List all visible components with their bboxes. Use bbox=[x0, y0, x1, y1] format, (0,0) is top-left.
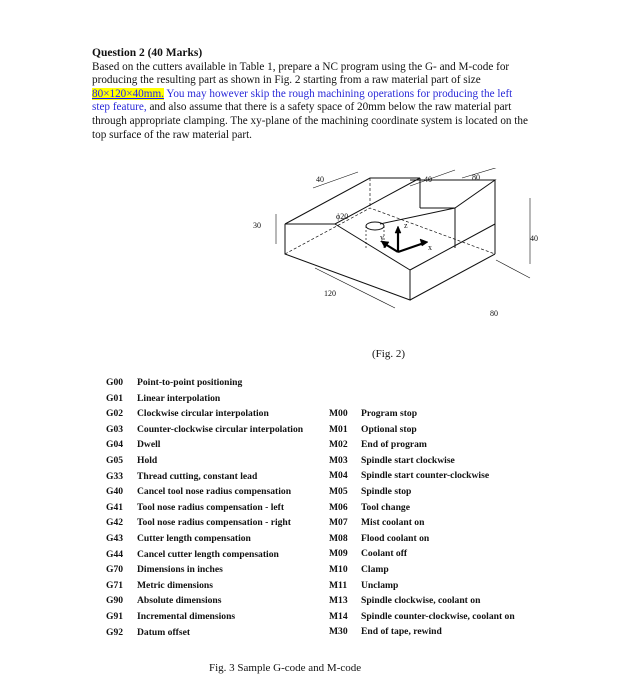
bottom-right-edge bbox=[410, 254, 495, 300]
dim-right-height: 40 bbox=[530, 234, 538, 243]
question-title: Question 2 (40 Marks) bbox=[92, 47, 203, 59]
g-code-row bbox=[106, 453, 303, 469]
code-description: Clockwise circular interpolation bbox=[137, 408, 269, 420]
question-body bbox=[92, 61, 532, 143]
m-code-row bbox=[329, 609, 515, 625]
g-code-row bbox=[106, 593, 303, 609]
question-block bbox=[92, 47, 532, 142]
m-code-list bbox=[329, 406, 515, 640]
code: M09 bbox=[329, 548, 348, 560]
code: G90 bbox=[106, 595, 124, 607]
m-code-row bbox=[329, 406, 515, 422]
m-code-row bbox=[329, 437, 515, 453]
code-description: Tool nose radius compensation - left bbox=[137, 501, 285, 513]
dim-top-mid: 40 bbox=[424, 175, 432, 184]
dim-hole: ϕ20 bbox=[336, 212, 349, 221]
axis-x-label: x bbox=[428, 243, 432, 252]
code-description: Point-to-point positioning bbox=[137, 377, 243, 388]
g-code-row bbox=[106, 547, 303, 563]
code-description: Program stop bbox=[361, 408, 418, 419]
code-description: Spindle start clockwise bbox=[361, 454, 455, 466]
code: M10 bbox=[329, 563, 348, 575]
code-description: Tool change bbox=[361, 501, 410, 513]
code: M13 bbox=[329, 595, 348, 607]
g-code-row bbox=[106, 391, 303, 407]
code-description: Mist coolant on bbox=[361, 517, 425, 529]
m-code-row bbox=[329, 484, 515, 500]
code: G40 bbox=[106, 486, 124, 498]
code: M03 bbox=[329, 454, 348, 466]
code-description: Linear interpolation bbox=[137, 392, 221, 404]
g-code-row bbox=[106, 406, 303, 422]
code-description: Absolute dimensions bbox=[137, 595, 222, 607]
code-description: Unclamp bbox=[361, 579, 399, 591]
code: G91 bbox=[106, 610, 124, 622]
g-code-list bbox=[106, 375, 303, 640]
code-description: Dimensions in inches bbox=[137, 564, 223, 576]
axis-z-label: z bbox=[404, 221, 408, 230]
code-description: Clamp bbox=[361, 563, 389, 575]
m-code-row bbox=[329, 531, 515, 547]
code: M04 bbox=[329, 470, 348, 482]
code-description: Datum offset bbox=[137, 626, 191, 638]
code: G00 bbox=[106, 377, 124, 388]
code: M14 bbox=[329, 610, 348, 622]
g-code-row bbox=[106, 515, 303, 531]
code-description: Thread cutting, constant lead bbox=[137, 470, 258, 482]
code: M01 bbox=[329, 423, 348, 435]
code-description: Counter-clockwise circular interpolation bbox=[137, 423, 304, 435]
raw-size-highlight: 80×120×40mm. bbox=[92, 87, 164, 100]
code: M02 bbox=[329, 439, 348, 451]
m-code-row bbox=[329, 468, 515, 484]
code-description: Cancel tool nose radius compensation bbox=[137, 486, 292, 498]
upper-step-edges bbox=[370, 178, 495, 208]
code: M30 bbox=[329, 626, 348, 638]
m-code-row bbox=[329, 500, 515, 516]
dim-depth: 80 bbox=[490, 309, 498, 318]
hole bbox=[366, 222, 384, 230]
code: G03 bbox=[106, 423, 124, 435]
g-code-row bbox=[106, 469, 303, 485]
dim-top-right: 80 bbox=[472, 173, 480, 182]
code: G02 bbox=[106, 408, 124, 420]
code: G43 bbox=[106, 532, 124, 544]
code: M07 bbox=[329, 517, 348, 529]
m-code-row bbox=[329, 515, 515, 531]
g-code-row bbox=[106, 562, 303, 578]
m-code-row bbox=[329, 453, 515, 469]
code-description: Metric dimensions bbox=[137, 579, 213, 591]
dim-top-left: 40 bbox=[316, 175, 324, 184]
code-description: Optional stop bbox=[361, 423, 417, 435]
m-code-row bbox=[329, 422, 515, 438]
code-description: Incremental dimensions bbox=[137, 610, 236, 622]
code-description: End of program bbox=[361, 439, 427, 451]
code: G44 bbox=[106, 548, 124, 560]
code-description: Dwell bbox=[137, 439, 161, 451]
g-code-row bbox=[106, 531, 303, 547]
question-text-1: Based on the cutters available in Table 1, prepare a NC program using the G- and M-code for producing the resulting part as shown in Fig. 2 starting from a raw material part of size bbox=[92, 60, 510, 87]
question-text-2: and also assume that there is a safety space of 20mm below the raw material part through appropriate clamping. The xy-plane of the machining coordinate system is located on the top surface of the raw material part. bbox=[92, 101, 528, 141]
m-code-row bbox=[329, 593, 515, 609]
code: M11 bbox=[329, 579, 348, 591]
figure2-caption: (Fig. 2) bbox=[372, 348, 405, 360]
code-description: Tool nose radius compensation - right bbox=[137, 517, 291, 529]
part-drawing bbox=[240, 168, 560, 348]
code: G71 bbox=[106, 579, 124, 591]
m-code-row bbox=[329, 578, 515, 594]
g-code-row bbox=[106, 422, 303, 438]
code-description: Hold bbox=[137, 454, 158, 466]
code: G42 bbox=[106, 517, 124, 529]
code-description: Spindle stop bbox=[361, 485, 412, 497]
code: G05 bbox=[106, 454, 124, 466]
code-description: Spindle counter-clockwise, coolant on bbox=[361, 610, 515, 622]
axis-y-label: y bbox=[380, 233, 384, 242]
question-note: You may however skip the rough machining operations for producing the left step feature, bbox=[92, 87, 513, 114]
code-description: Spindle clockwise, coolant on bbox=[361, 595, 481, 607]
g-code-row bbox=[106, 484, 303, 500]
code: G70 bbox=[106, 564, 124, 576]
code-description: Cancel cutter length compensation bbox=[137, 548, 279, 560]
code: M08 bbox=[329, 532, 348, 544]
figure3-caption: Fig. 3 Sample G-code and M-code bbox=[209, 662, 362, 674]
dim-length: 120 bbox=[324, 289, 336, 298]
g-code-row bbox=[106, 375, 303, 391]
code: G41 bbox=[106, 501, 124, 513]
g-code-row bbox=[106, 609, 303, 625]
code: G01 bbox=[106, 392, 124, 404]
code: G33 bbox=[106, 470, 124, 482]
m-code-row bbox=[329, 546, 515, 562]
g-code-row bbox=[106, 437, 303, 453]
code-description: End of tape, rewind bbox=[361, 626, 442, 638]
code: M06 bbox=[329, 501, 348, 513]
g-code-row bbox=[106, 625, 303, 641]
code: G04 bbox=[106, 439, 124, 451]
m-code-row bbox=[329, 624, 515, 640]
g-code-row bbox=[106, 578, 303, 594]
dim-left-height: 30 bbox=[253, 221, 261, 230]
g-code-row bbox=[106, 500, 303, 516]
code: G92 bbox=[106, 626, 124, 638]
code-description: Cutter length compensation bbox=[137, 532, 251, 544]
upper-front-edge bbox=[380, 208, 455, 224]
m-code-row bbox=[329, 562, 515, 578]
code: M00 bbox=[329, 408, 348, 419]
code-description: Spindle start counter-clockwise bbox=[361, 470, 490, 482]
front-face bbox=[285, 224, 410, 300]
code-description: Coolant off bbox=[361, 548, 408, 560]
code: M05 bbox=[329, 485, 348, 497]
code-description: Flood coolant on bbox=[361, 532, 430, 544]
